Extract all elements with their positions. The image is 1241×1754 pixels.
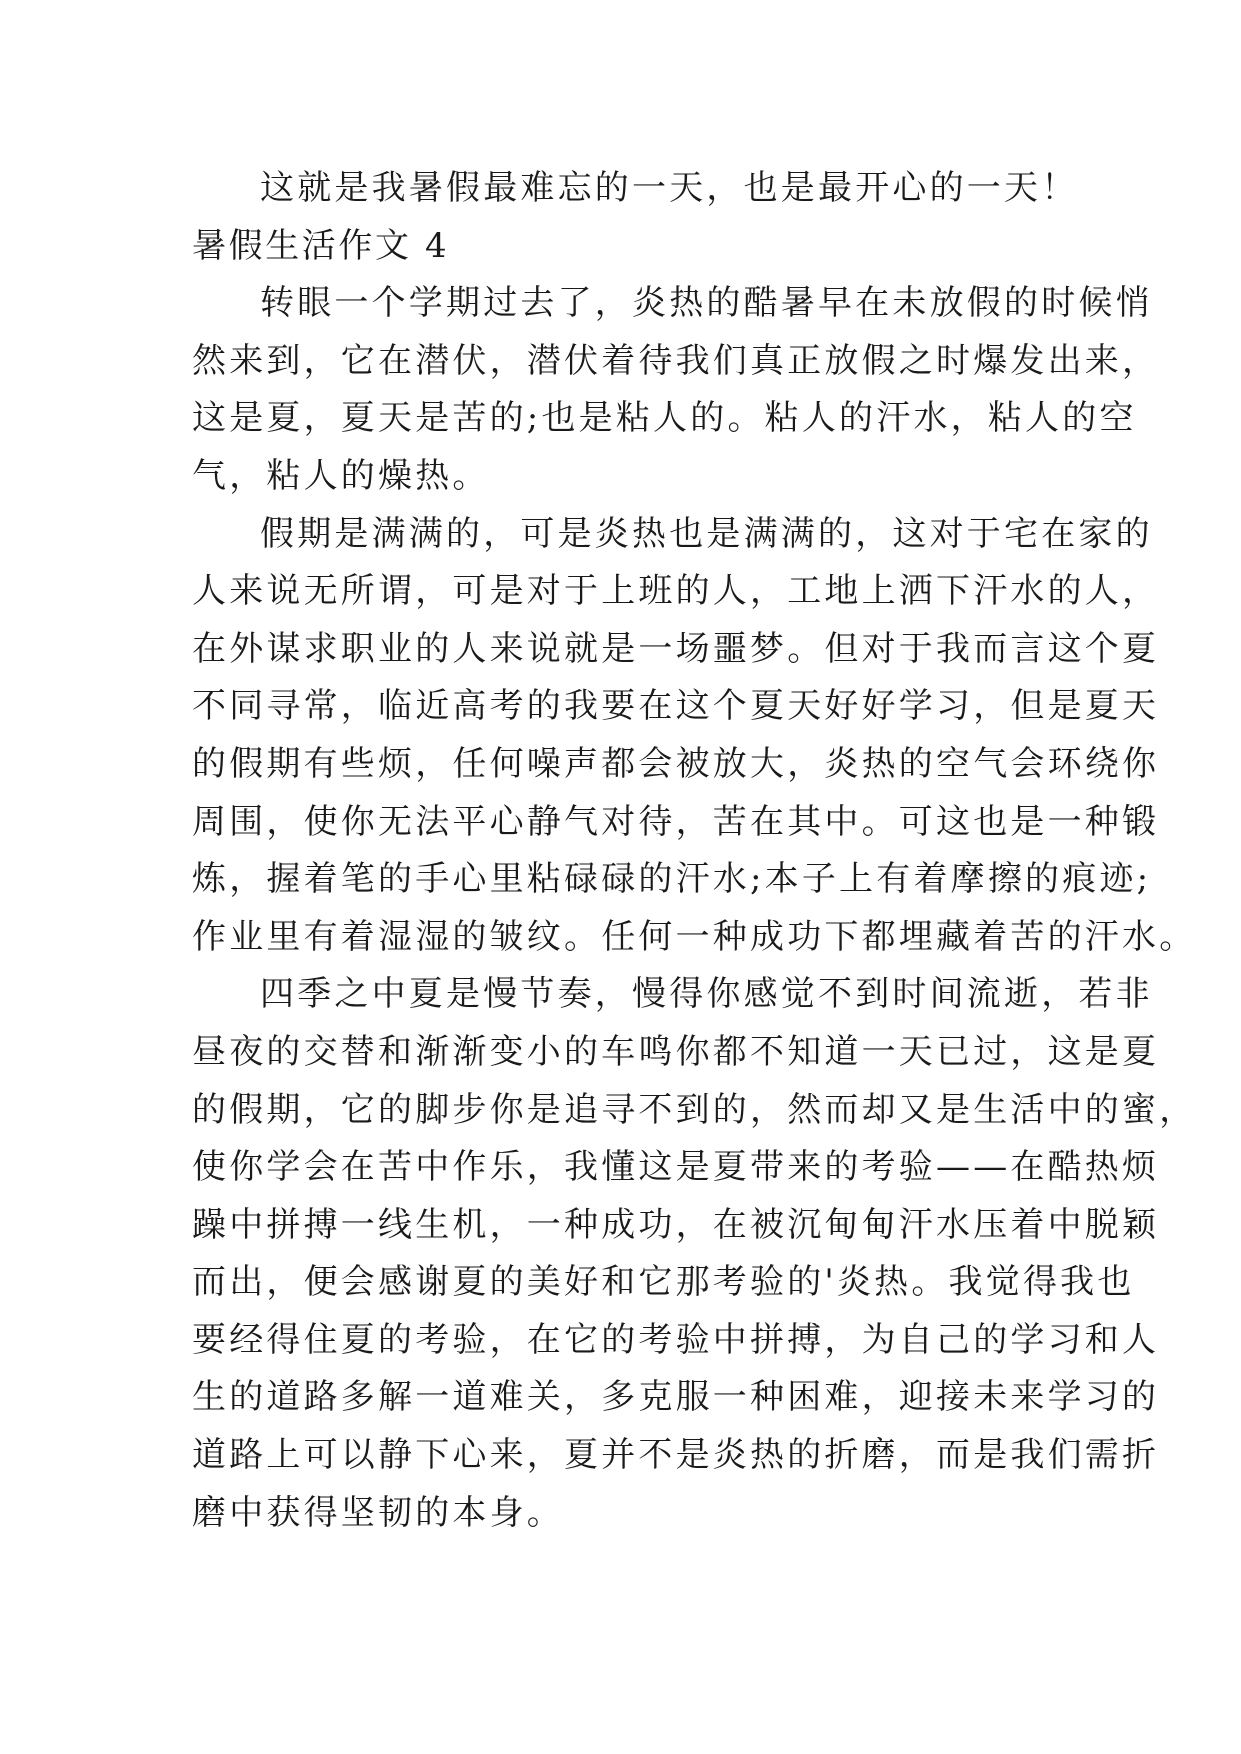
paragraph-line: 生的道路多解一道难关，多克服一种困难，迎接未来学习的 bbox=[192, 1377, 1160, 1418]
paragraph-line: 这是夏，夏天是苦的;也是粘人的。粘人的汗水，粘人的空 bbox=[192, 398, 1137, 439]
paragraph-line: 在外谋求职业的人来说就是一场噩梦。但对于我而言这个夏 bbox=[192, 628, 1160, 669]
paragraph-line: 不同寻常，临近高考的我要在这个夏天好好学习，但是夏天 bbox=[192, 686, 1160, 727]
paragraph-line: 转眼一个学期过去了，炎热的酷暑早在未放假的时候悄 bbox=[260, 283, 1153, 324]
document-body bbox=[192, 160, 1197, 1542]
paragraph-line: 然来到，它在潜伏，潜伏着待我们真正放假之时爆发出来， bbox=[192, 340, 1160, 381]
paragraph-line: 周围，使你无法平心静气对待，苦在其中。可这也是一种锻 bbox=[192, 801, 1160, 842]
paragraph-line: 气，粘人的燥热。 bbox=[192, 455, 490, 496]
paragraph-line: 假期是满满的，可是炎热也是满满的，这对于宅在家的 bbox=[260, 513, 1153, 554]
paragraph-line: 的假期有些烦，任何噪声都会被放大，炎热的空气会环绕你 bbox=[192, 743, 1160, 784]
paragraph-line: 人来说无所谓，可是对于上班的人，工地上洒下汗水的人， bbox=[192, 571, 1160, 612]
paragraph-line: 四季之中夏是慢节奏，慢得你感觉不到时间流逝，若非 bbox=[260, 974, 1153, 1015]
paragraph-line: 这就是我暑假最难忘的一天，也是最开心的一天！ bbox=[260, 168, 1079, 208]
paragraph-line: 的假期，它的脚步你是追寻不到的，然而却又是生活中的蜜， bbox=[192, 1089, 1197, 1130]
paragraph-line: 作业里有着湿湿的皱纹。任何一种成功下都埋藏着苦的汗水。 bbox=[192, 916, 1197, 957]
paragraph-line: 昼夜的交替和渐渐变小的车鸣你都不知道一天已过，这是夏 bbox=[192, 1031, 1160, 1072]
paragraph-line: 磨中获得坚韧的本身。 bbox=[192, 1492, 564, 1533]
paragraph-line: 要经得住夏的考验，在它的考验中拼搏，为自己的学习和人 bbox=[192, 1319, 1160, 1360]
paragraph-line: 炼，握着笔的手心里粘碌碌的汗水;本子上有着摩擦的痕迹; bbox=[192, 859, 1152, 900]
section-heading: 暑假生活作文 4 bbox=[192, 225, 450, 266]
paragraph-line: 使你学会在苦中作乐，我懂这是夏带来的考验——在酷热烦 bbox=[192, 1147, 1160, 1188]
paragraph-line: 躁中拼搏一线生机，一种成功，在被沉甸甸汗水压着中脱颖 bbox=[192, 1204, 1160, 1245]
paragraph-line: 道路上可以静下心来，夏并不是炎热的折磨，而是我们需折 bbox=[192, 1435, 1160, 1476]
paragraph-line: 而出，便会感谢夏的美好和它那考验的'炎热。我觉得我也 bbox=[192, 1262, 1135, 1303]
